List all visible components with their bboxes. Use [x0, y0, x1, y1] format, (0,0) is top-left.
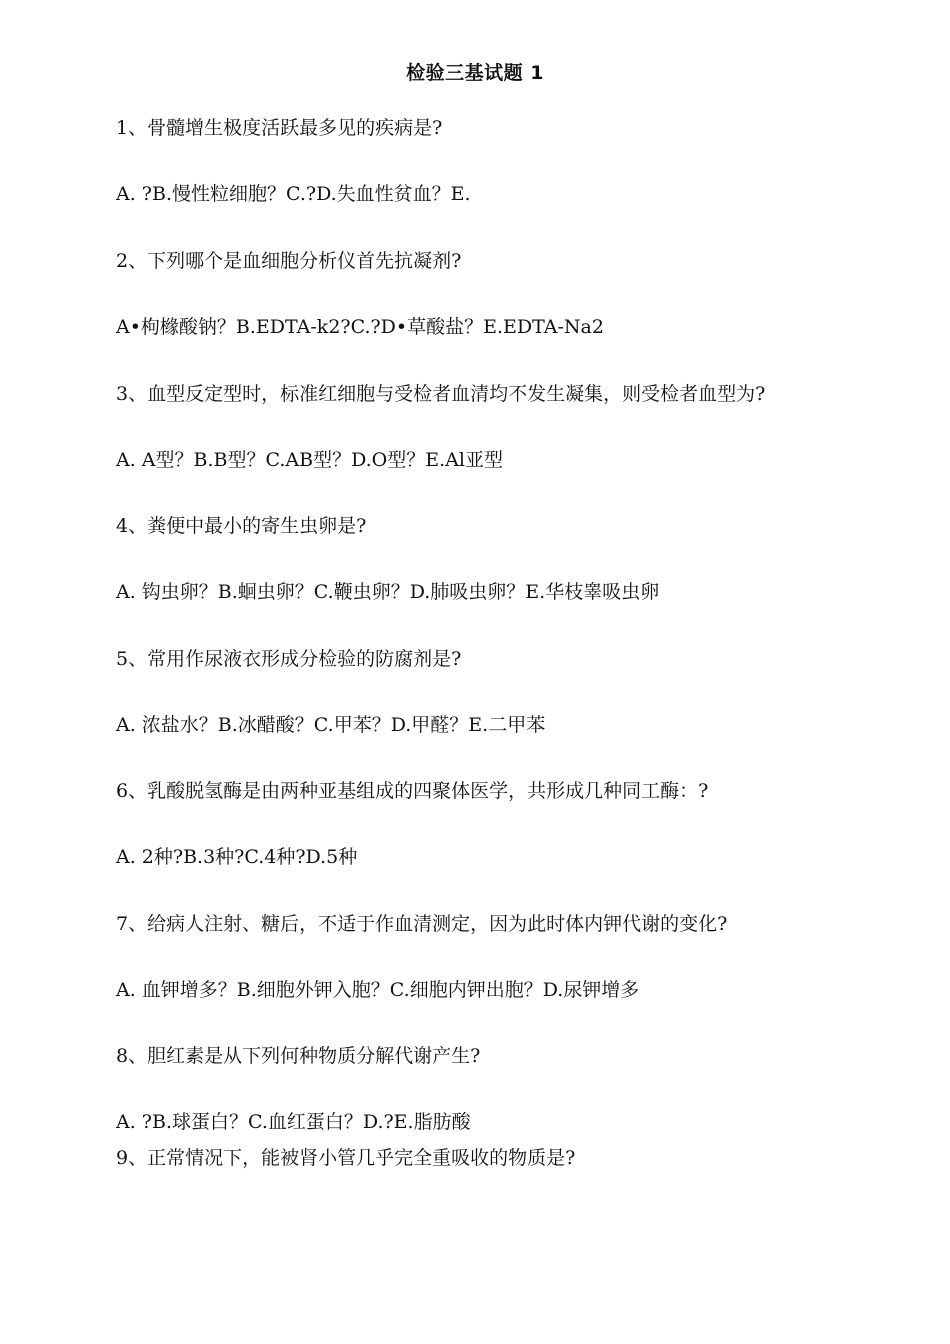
- options-8: A. ?B.球蛋白？C.血红蛋白？D.?E.脂肪酸: [116, 1111, 471, 1133]
- options-2: A•枸橼酸钠？B.EDTA-k2?C.?D•草酸盐？E.EDTA-Na2: [116, 316, 604, 338]
- options-4: A. 钩虫卵？B.蛔虫卵？C.鞭虫卵？D.肺吸虫卵？E.华枝睾吸虫卵: [116, 581, 660, 603]
- question-5: 5、常用作尿液衣形成分检验的防腐剂是?: [116, 648, 462, 670]
- options-6: A. 2种?B.3种?C.4种?D.5种: [116, 846, 358, 868]
- question-8: 8、胆红素是从下列何种物质分解代谢产生?: [116, 1045, 481, 1067]
- options-1: A. ?B.慢性粒细胞？C.?D.失血性贫血？E.: [116, 183, 471, 205]
- question-4: 4、粪便中最小的寄生虫卵是?: [116, 515, 367, 537]
- question-2: 2、下列哪个是血细胞分析仪首先抗凝剂?: [116, 250, 462, 272]
- question-9: 9、正常情况下，能被肾小管几乎完全重吸收的物质是?: [116, 1147, 576, 1169]
- question-3: 3、血型反定型时，标准红细胞与受检者血清均不发生凝集，则受检者血型为?: [116, 383, 766, 405]
- document-title: 检验三基试题 1: [406, 62, 544, 84]
- options-3: A. A型？B.B型？C.AB型？D.O型？E.Al亚型: [116, 449, 503, 471]
- options-7: A. 血钾增多？B.细胞外钾入胞？C.细胞内钾出胞？D.尿钾增多: [116, 979, 640, 1001]
- question-1: 1、骨髓增生极度活跃最多见的疾病是?: [116, 117, 443, 139]
- question-6: 6、乳酸脱氢酶是由两种亚基组成的四聚体医学，共形成几种同工酶：?: [116, 780, 709, 802]
- options-5: A. 浓盐水？B.冰醋酸？C.甲苯？D.甲醛？E.二甲苯: [116, 714, 546, 736]
- question-7: 7、给病人注射、糖后，不适于作血清测定，因为此时体内钾代谢的变化?: [116, 913, 728, 935]
